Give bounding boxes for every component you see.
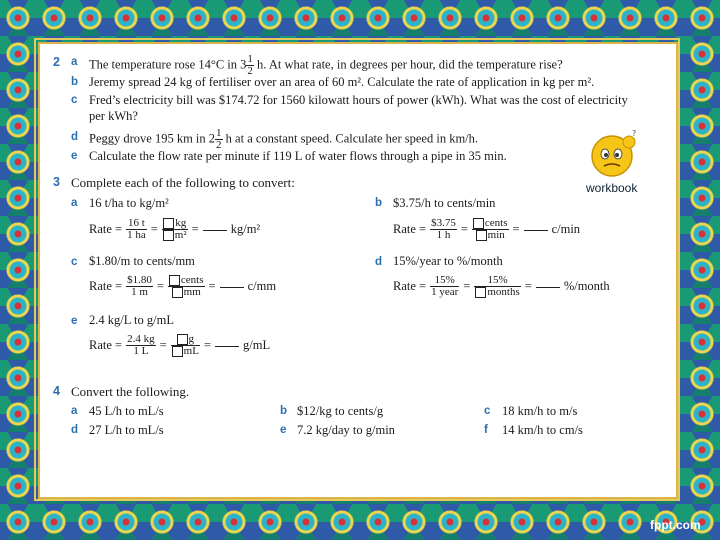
- q3c-box-bot[interactable]: [172, 287, 183, 298]
- q3e-answer-blank[interactable]: [215, 345, 239, 347]
- q2d-frac-top: 1: [216, 127, 222, 139]
- q3e-text: 2.4 kg/L to g/mL: [89, 313, 174, 327]
- q3b-rate-label: Rate =: [393, 222, 427, 237]
- q3c-fraction1: [126, 275, 153, 298]
- q3b-fraction2: [472, 218, 509, 241]
- q2a-letter: a: [71, 56, 78, 68]
- q3b-unit: c/min: [551, 222, 581, 237]
- q3d-f1-bot: 1 year: [431, 286, 459, 299]
- q4b-text: $12/kg to cents/g: [297, 404, 384, 418]
- q3e-f1-top: 2.4 kg: [127, 333, 155, 346]
- q3e-rate-label: Rate =: [89, 338, 123, 353]
- q2a-frac-top: 1: [247, 53, 253, 65]
- q4b-letter: b: [280, 405, 288, 417]
- q2a-text: [89, 54, 563, 77]
- q2d-letter: d: [71, 131, 79, 143]
- q3e-box-top[interactable]: [177, 334, 188, 345]
- q3b-f1-top: $3.75: [431, 217, 456, 230]
- q3e-letter: e: [71, 315, 78, 327]
- q3c-answer-blank[interactable]: [220, 286, 244, 288]
- q3d-answer-blank[interactable]: [536, 286, 560, 288]
- q2a-frac-bot: 2: [247, 65, 253, 77]
- q4a-letter: a: [71, 405, 78, 417]
- q2e-letter: e: [71, 150, 78, 162]
- q3a-f2-top: kg: [175, 217, 187, 230]
- q3e-f2-bot: mL: [183, 345, 199, 358]
- q2a-fraction: [246, 54, 254, 77]
- q3e-eq1: =: [159, 338, 167, 353]
- q2d-pre: Peggy drove 195 km in 2: [89, 131, 216, 146]
- q3c-eq1: =: [156, 279, 164, 294]
- q3a-fraction1: [126, 218, 147, 241]
- q3a-unit: kg/m²: [230, 222, 261, 237]
- q3a-fraction2: [162, 218, 188, 241]
- q3c-rate: [89, 275, 276, 298]
- q3b-f2-bot: min: [487, 229, 505, 242]
- q4-title: Convert the following.: [71, 384, 190, 399]
- q3c-f1-top: $1.80: [127, 274, 152, 287]
- svg-text:?: ?: [632, 130, 637, 138]
- q3c-f2-top: cents: [180, 274, 204, 287]
- q3b-f2-top: cents: [484, 217, 508, 230]
- q3-title: Complete each of the following to convert:: [71, 175, 295, 190]
- q4a-text: 45 L/h to mL/s: [89, 404, 164, 418]
- q3c-text: $1.80/m to cents/mm: [89, 254, 195, 268]
- q2a-post: h. At what rate, in degrees per hour, did the temperature rise?: [257, 57, 563, 72]
- q3b-f1-bot: 1 h: [436, 229, 451, 242]
- q4e-text: 7.2 kg/day to g/min: [297, 423, 395, 437]
- q4d-letter: d: [71, 424, 79, 436]
- q2c-line2: per kWh?: [89, 109, 138, 123]
- q4c-text: 18 km/h to m/s: [502, 404, 578, 418]
- q3d-eq2: =: [524, 279, 532, 294]
- q2d-text: [89, 128, 478, 151]
- q3d-unit: %/month: [563, 279, 610, 294]
- q3e-f1-bot: 1 L: [133, 345, 149, 358]
- q2d-fraction: [215, 128, 223, 151]
- q3b-rate: [393, 218, 580, 241]
- q3d-f2-top: 15%: [474, 275, 520, 287]
- q3d-fraction1: [430, 275, 459, 298]
- q4f-letter: f: [484, 424, 488, 436]
- q2-number: 2: [53, 55, 60, 69]
- confused-emoji-icon: [588, 130, 638, 180]
- q2d-post: h at a constant speed. Calculate her speed in km/h.: [225, 131, 479, 146]
- q3b-eq2: =: [512, 222, 520, 237]
- q3e-unit: g/mL: [243, 338, 271, 353]
- q3a-answer-blank[interactable]: [203, 229, 227, 231]
- q3a-f2-bot: m²: [174, 229, 187, 242]
- q3c-f2-bot: mm: [183, 286, 201, 299]
- q3a-box-top[interactable]: [163, 218, 174, 229]
- q4d-text: 27 L/h to mL/s: [89, 423, 164, 437]
- workbook-label: workbook: [586, 181, 638, 195]
- q3a-letter: a: [71, 197, 78, 209]
- q2a-pre: The temperature rose 14°C in 3: [89, 57, 247, 72]
- q3a-eq1: =: [150, 222, 158, 237]
- q3e-fraction1: [126, 334, 156, 357]
- q3c-fraction2: [168, 275, 205, 298]
- fppt-watermark: fppt.com: [650, 518, 701, 532]
- q4-number: 4: [53, 384, 60, 398]
- q3d-box-bot[interactable]: [475, 287, 486, 298]
- q3a-eq2: =: [191, 222, 199, 237]
- q3e-box-bot[interactable]: [172, 346, 183, 357]
- q3c-letter: c: [71, 256, 78, 268]
- q3c-f1-bot: 1 m: [131, 286, 148, 299]
- q3c-rate-label: Rate =: [89, 279, 123, 294]
- q3c-box-top[interactable]: [169, 275, 180, 286]
- q2b-text: Jeremy spread 24 kg of fertiliser over an area of 60 m². Calculate the rate of application in kg per m².: [89, 75, 595, 89]
- q3b-fraction1: [430, 218, 457, 241]
- q2e-text: Calculate the flow rate per minute if 119 L of water flows through a pipe in 35 min.: [89, 149, 507, 163]
- q3a-box-bot[interactable]: [163, 230, 174, 241]
- q3c-eq2: =: [208, 279, 216, 294]
- q4c-letter: c: [484, 405, 491, 417]
- q3d-rate: [393, 275, 610, 298]
- q3c-unit: c/mm: [247, 279, 277, 294]
- q2b-letter: b: [71, 76, 79, 88]
- q3b-text: $3.75/h to cents/min: [393, 196, 496, 210]
- q3b-answer-blank[interactable]: [524, 229, 548, 231]
- q3e-rate: [89, 334, 270, 357]
- q3e-f2-top: g: [188, 333, 195, 346]
- q3a-f1-bot: 1 ha: [127, 229, 146, 242]
- q2c-line1: Fred’s electricity bill was $174.72 for 1560 kilowatt hours of power (kWh). What was the cost of electricity: [89, 93, 628, 107]
- q3d-eq1: =: [463, 279, 471, 294]
- q3a-f1-top: 16 t: [128, 217, 145, 230]
- q3a-rate-label: Rate =: [89, 222, 123, 237]
- q3a-rate: [89, 218, 260, 241]
- q3d-f1-top: 15%: [430, 275, 459, 287]
- q3d-rate-label: Rate =: [393, 279, 427, 294]
- q3b-box-top[interactable]: [473, 218, 484, 229]
- q2c-letter: c: [71, 94, 78, 106]
- q3b-box-bot[interactable]: [476, 230, 487, 241]
- q4e-letter: e: [280, 424, 287, 436]
- q3e-eq2: =: [203, 338, 211, 353]
- q3e-fraction2: [171, 334, 200, 357]
- q2d-frac-bot: 2: [216, 139, 222, 151]
- q3d-letter: d: [375, 256, 383, 268]
- q3d-f2-bot: months: [487, 286, 520, 299]
- q4f-text: 14 km/h to cm/s: [502, 423, 583, 437]
- q3d-text: 15%/year to %/month: [393, 254, 503, 268]
- q3b-letter: b: [375, 197, 383, 209]
- q3-number: 3: [53, 175, 60, 189]
- q3a-text: 16 t/ha to kg/m²: [89, 196, 169, 210]
- q3d-fraction2: [474, 275, 520, 298]
- q3b-eq1: =: [460, 222, 468, 237]
